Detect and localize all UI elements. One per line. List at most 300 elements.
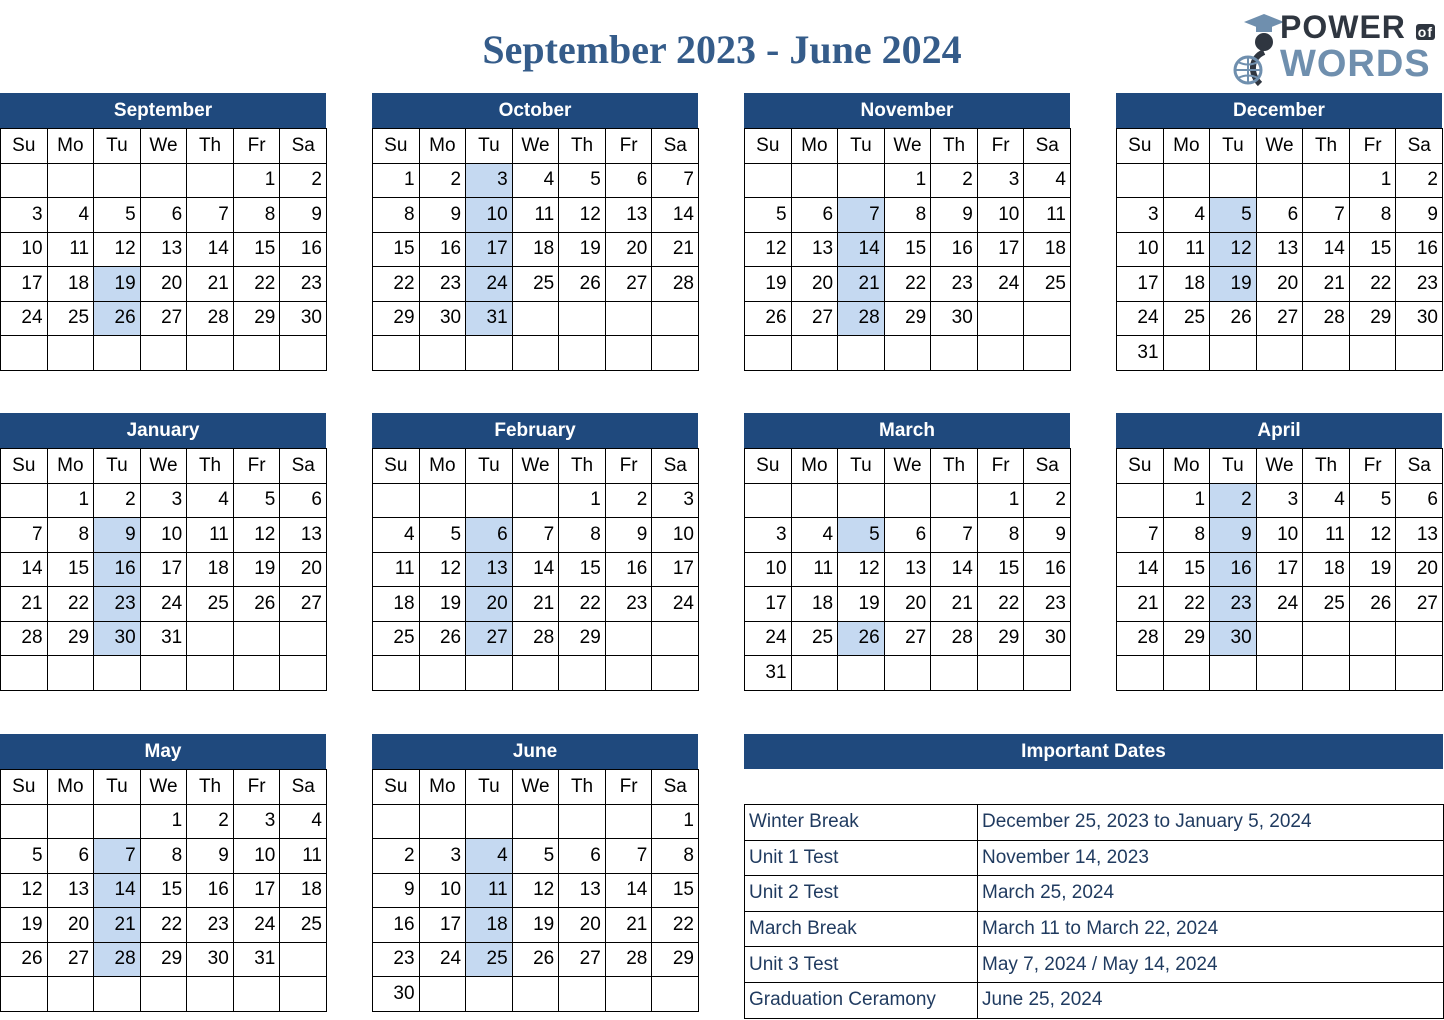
day-cell: 17 xyxy=(1256,552,1303,587)
empty-cell xyxy=(140,163,187,198)
weekday-label: Fr xyxy=(605,449,652,484)
week-row xyxy=(1,587,327,622)
weekday-label: Tu xyxy=(94,770,141,805)
empty-cell xyxy=(1117,483,1164,518)
week-row xyxy=(1,804,327,839)
day-cell: 12 xyxy=(233,518,280,553)
weekday-label: Fr xyxy=(605,129,652,164)
day-cell: 21 xyxy=(838,267,885,302)
day-cell: 17 xyxy=(977,232,1024,267)
week-row xyxy=(373,839,699,874)
weekday-label: We xyxy=(1256,449,1303,484)
day-cell: 14 xyxy=(1,552,48,587)
weekday-label: Fr xyxy=(233,770,280,805)
month-header: April xyxy=(1116,413,1442,448)
day-cell: 23 xyxy=(280,267,327,302)
empty-cell xyxy=(94,977,141,1012)
day-cell: 28 xyxy=(931,621,978,656)
empty-cell xyxy=(1117,656,1164,691)
day-cell: 15 xyxy=(977,552,1024,587)
week-row xyxy=(1117,198,1443,233)
day-cell: 15 xyxy=(140,873,187,908)
day-cell: 10 xyxy=(1117,232,1164,267)
empty-cell xyxy=(977,336,1024,371)
weekday-label: Su xyxy=(745,129,792,164)
day-cell: 8 xyxy=(559,518,606,553)
day-cell: 12 xyxy=(745,232,792,267)
week-row xyxy=(1,656,327,691)
week-row xyxy=(745,552,1071,587)
day-cell: 24 xyxy=(652,587,699,622)
day-cell: 15 xyxy=(652,873,699,908)
empty-cell xyxy=(187,163,234,198)
weekday-label: Tu xyxy=(838,449,885,484)
empty-cell xyxy=(977,656,1024,691)
day-cell: 6 xyxy=(605,163,652,198)
day-cell: 2 xyxy=(280,163,327,198)
weekday-label: Fr xyxy=(233,129,280,164)
day-cell: 2 xyxy=(94,483,141,518)
day-cell: 8 xyxy=(1163,518,1210,553)
day-cell: 8 xyxy=(47,518,94,553)
day-cell: 16 xyxy=(419,232,466,267)
empty-cell xyxy=(652,977,699,1012)
day-cell: 24 xyxy=(419,942,466,977)
weekday-label: Sa xyxy=(652,449,699,484)
month-grid xyxy=(1116,448,1443,691)
day-cell: 27 xyxy=(280,587,327,622)
day-cell: 25 xyxy=(512,267,559,302)
week-row xyxy=(1117,518,1443,553)
empty-cell xyxy=(838,483,885,518)
week-row xyxy=(745,336,1071,371)
day-cell: 1 xyxy=(884,163,931,198)
week-row xyxy=(373,552,699,587)
day-cell: 15 xyxy=(559,552,606,587)
day-cell: 9 xyxy=(605,518,652,553)
day-cell: 22 xyxy=(977,587,1024,622)
day-cell: 25 xyxy=(1163,301,1210,336)
empty-cell xyxy=(140,656,187,691)
empty-cell xyxy=(140,336,187,371)
day-cell: 16 xyxy=(94,552,141,587)
day-cell: 7 xyxy=(94,839,141,874)
day-cell: 24 xyxy=(1,301,48,336)
day-cell: 6 xyxy=(466,518,513,553)
weekday-label: Mo xyxy=(47,449,94,484)
weekday-row xyxy=(1,449,327,484)
day-cell: 12 xyxy=(1,873,48,908)
day-cell: 10 xyxy=(419,873,466,908)
day-cell: 19 xyxy=(1210,267,1257,302)
day-cell: 19 xyxy=(419,587,466,622)
day-cell: 5 xyxy=(1349,483,1396,518)
empty-cell xyxy=(419,336,466,371)
day-cell: 29 xyxy=(1163,621,1210,656)
week-row xyxy=(1117,552,1443,587)
empty-cell xyxy=(1256,621,1303,656)
day-cell: 29 xyxy=(652,942,699,977)
day-cell: 29 xyxy=(1349,301,1396,336)
day-cell: 22 xyxy=(140,908,187,943)
week-row xyxy=(373,656,699,691)
day-cell: 29 xyxy=(373,301,420,336)
week-row xyxy=(373,198,699,233)
empty-cell xyxy=(652,336,699,371)
day-cell: 4 xyxy=(373,518,420,553)
day-cell: 15 xyxy=(884,232,931,267)
day-cell: 18 xyxy=(1024,232,1071,267)
day-cell: 30 xyxy=(1396,301,1443,336)
empty-cell xyxy=(466,977,513,1012)
day-cell: 4 xyxy=(512,163,559,198)
day-cell: 3 xyxy=(977,163,1024,198)
day-cell: 17 xyxy=(1,267,48,302)
weekday-label: Su xyxy=(1,129,48,164)
day-cell: 31 xyxy=(745,656,792,691)
day-cell: 30 xyxy=(931,301,978,336)
day-cell: 18 xyxy=(1163,267,1210,302)
week-row xyxy=(373,587,699,622)
weekday-label: Tu xyxy=(94,449,141,484)
day-cell: 16 xyxy=(187,873,234,908)
week-row xyxy=(745,518,1071,553)
day-cell: 24 xyxy=(466,267,513,302)
day-cell: 14 xyxy=(94,873,141,908)
day-cell: 15 xyxy=(47,552,94,587)
day-cell: 25 xyxy=(791,621,838,656)
week-row xyxy=(1,163,327,198)
day-cell: 16 xyxy=(1024,552,1071,587)
day-cell: 31 xyxy=(1117,336,1164,371)
empty-cell xyxy=(1163,336,1210,371)
day-cell: 2 xyxy=(187,804,234,839)
empty-cell xyxy=(280,621,327,656)
weekday-label: Tu xyxy=(94,129,141,164)
weekday-row xyxy=(1117,129,1443,164)
day-cell: 6 xyxy=(791,198,838,233)
empty-cell xyxy=(512,977,559,1012)
empty-cell xyxy=(187,656,234,691)
day-cell: 18 xyxy=(466,908,513,943)
day-cell: 2 xyxy=(419,163,466,198)
weekday-label: Th xyxy=(187,770,234,805)
empty-cell xyxy=(1117,163,1164,198)
month-grid xyxy=(0,769,327,1012)
day-cell: 30 xyxy=(187,942,234,977)
day-cell: 27 xyxy=(1256,301,1303,336)
day-cell: 25 xyxy=(187,587,234,622)
day-cell: 26 xyxy=(512,942,559,977)
day-cell: 16 xyxy=(605,552,652,587)
day-cell: 8 xyxy=(884,198,931,233)
day-cell: 26 xyxy=(559,267,606,302)
day-cell: 27 xyxy=(47,942,94,977)
day-cell: 4 xyxy=(280,804,327,839)
day-cell: 6 xyxy=(884,518,931,553)
empty-cell xyxy=(977,301,1024,336)
empty-cell xyxy=(47,336,94,371)
empty-cell xyxy=(559,977,606,1012)
day-cell: 3 xyxy=(140,483,187,518)
month-april xyxy=(1116,413,1442,691)
weekday-label: Tu xyxy=(466,449,513,484)
event-label: Unit 3 Test xyxy=(745,947,978,983)
day-cell: 4 xyxy=(1024,163,1071,198)
weekday-label: Sa xyxy=(280,449,327,484)
day-cell: 26 xyxy=(745,301,792,336)
day-cell: 23 xyxy=(1210,587,1257,622)
day-cell: 16 xyxy=(1210,552,1257,587)
day-cell: 26 xyxy=(1349,587,1396,622)
month-header: September xyxy=(0,93,326,128)
day-cell: 19 xyxy=(838,587,885,622)
empty-cell xyxy=(280,336,327,371)
month-grid xyxy=(0,128,327,371)
weekday-label: Tu xyxy=(1210,129,1257,164)
day-cell: 13 xyxy=(884,552,931,587)
day-cell: 9 xyxy=(419,198,466,233)
empty-cell xyxy=(1349,656,1396,691)
weekday-label: We xyxy=(140,449,187,484)
empty-cell xyxy=(559,301,606,336)
empty-cell xyxy=(652,301,699,336)
week-row xyxy=(1117,483,1443,518)
important-dates-table xyxy=(744,804,1444,1019)
day-cell: 3 xyxy=(1,198,48,233)
weekday-row xyxy=(745,449,1071,484)
empty-cell xyxy=(884,656,931,691)
month-grid xyxy=(372,128,699,371)
week-row xyxy=(1,908,327,943)
day-cell: 5 xyxy=(512,839,559,874)
day-cell: 17 xyxy=(652,552,699,587)
day-cell: 21 xyxy=(931,587,978,622)
day-cell: 15 xyxy=(1349,232,1396,267)
empty-cell xyxy=(187,621,234,656)
week-row xyxy=(1,839,327,874)
day-cell: 24 xyxy=(140,587,187,622)
day-cell: 29 xyxy=(559,621,606,656)
weekday-row xyxy=(1117,449,1443,484)
week-row xyxy=(745,656,1071,691)
day-cell: 13 xyxy=(466,552,513,587)
day-cell: 21 xyxy=(605,908,652,943)
day-cell: 9 xyxy=(94,518,141,553)
week-row xyxy=(373,483,699,518)
month-september xyxy=(0,93,326,371)
month-march xyxy=(744,413,1070,691)
day-cell: 4 xyxy=(187,483,234,518)
week-row xyxy=(1117,232,1443,267)
day-cell: 24 xyxy=(977,267,1024,302)
empty-cell xyxy=(466,804,513,839)
empty-cell xyxy=(419,977,466,1012)
day-cell: 28 xyxy=(1117,621,1164,656)
empty-cell xyxy=(1256,656,1303,691)
empty-cell xyxy=(1024,656,1071,691)
empty-cell xyxy=(1,656,48,691)
day-cell: 22 xyxy=(884,267,931,302)
weekday-label: Mo xyxy=(47,129,94,164)
day-cell: 8 xyxy=(1349,198,1396,233)
week-row xyxy=(1,232,327,267)
empty-cell xyxy=(94,163,141,198)
week-row xyxy=(1,942,327,977)
day-cell: 18 xyxy=(47,267,94,302)
day-cell: 5 xyxy=(838,518,885,553)
day-cell: 30 xyxy=(1024,621,1071,656)
day-cell: 29 xyxy=(47,621,94,656)
important-date-row xyxy=(745,982,1444,1018)
day-cell: 11 xyxy=(466,873,513,908)
empty-cell xyxy=(745,336,792,371)
week-row xyxy=(1,336,327,371)
day-cell: 5 xyxy=(233,483,280,518)
empty-cell xyxy=(1163,656,1210,691)
day-cell: 14 xyxy=(512,552,559,587)
empty-cell xyxy=(94,804,141,839)
empty-cell xyxy=(605,804,652,839)
day-cell: 31 xyxy=(466,301,513,336)
day-cell: 15 xyxy=(373,232,420,267)
day-cell: 22 xyxy=(559,587,606,622)
day-cell: 27 xyxy=(1396,587,1443,622)
important-dates-header: Important Dates xyxy=(744,734,1443,769)
week-row xyxy=(1117,587,1443,622)
day-cell: 22 xyxy=(1349,267,1396,302)
day-cell: 23 xyxy=(373,942,420,977)
empty-cell xyxy=(373,336,420,371)
weekday-label: Th xyxy=(559,449,606,484)
weekday-label: Tu xyxy=(1210,449,1257,484)
day-cell: 21 xyxy=(187,267,234,302)
empty-cell xyxy=(140,977,187,1012)
weekday-label: Su xyxy=(1117,449,1164,484)
month-february xyxy=(372,413,698,691)
month-grid xyxy=(744,128,1071,371)
day-cell: 11 xyxy=(373,552,420,587)
day-cell: 2 xyxy=(1396,163,1443,198)
weekday-label: We xyxy=(140,129,187,164)
day-cell: 29 xyxy=(884,301,931,336)
empty-cell xyxy=(280,656,327,691)
empty-cell xyxy=(512,804,559,839)
empty-cell xyxy=(373,656,420,691)
weekday-label: Th xyxy=(559,129,606,164)
weekday-label: Fr xyxy=(605,770,652,805)
day-cell: 1 xyxy=(233,163,280,198)
empty-cell xyxy=(652,656,699,691)
week-row xyxy=(1,977,327,1012)
weekday-label: Sa xyxy=(1024,449,1071,484)
empty-cell xyxy=(1,483,48,518)
empty-cell xyxy=(512,301,559,336)
weekday-label: Tu xyxy=(466,129,513,164)
day-cell: 20 xyxy=(280,552,327,587)
day-cell: 9 xyxy=(1396,198,1443,233)
day-cell: 21 xyxy=(652,232,699,267)
weekday-label: We xyxy=(512,449,559,484)
day-cell: 23 xyxy=(1396,267,1443,302)
day-cell: 16 xyxy=(373,908,420,943)
weekday-row xyxy=(373,770,699,805)
important-date-row xyxy=(745,947,1444,983)
day-cell: 7 xyxy=(1303,198,1350,233)
empty-cell xyxy=(931,336,978,371)
day-cell: 11 xyxy=(187,518,234,553)
day-cell: 21 xyxy=(1117,587,1164,622)
week-row xyxy=(373,232,699,267)
weekday-label: Th xyxy=(187,129,234,164)
empty-cell xyxy=(1,163,48,198)
weekday-label: Th xyxy=(1303,129,1350,164)
weekday-label: Mo xyxy=(419,770,466,805)
empty-cell xyxy=(233,656,280,691)
day-cell: 9 xyxy=(187,839,234,874)
week-row xyxy=(745,232,1071,267)
day-cell: 3 xyxy=(466,163,513,198)
day-cell: 27 xyxy=(559,942,606,977)
day-cell: 22 xyxy=(47,587,94,622)
week-row xyxy=(1,483,327,518)
day-cell: 28 xyxy=(838,301,885,336)
day-cell: 21 xyxy=(512,587,559,622)
day-cell: 31 xyxy=(140,621,187,656)
day-cell: 20 xyxy=(791,267,838,302)
day-cell: 1 xyxy=(977,483,1024,518)
day-cell: 12 xyxy=(559,198,606,233)
day-cell: 17 xyxy=(466,232,513,267)
empty-cell xyxy=(1,336,48,371)
empty-cell xyxy=(466,483,513,518)
event-date: June 25, 2024 xyxy=(978,982,1444,1018)
empty-cell xyxy=(47,804,94,839)
empty-cell xyxy=(466,336,513,371)
empty-cell xyxy=(1349,336,1396,371)
logo-line2: WORDS xyxy=(1280,43,1431,85)
week-row xyxy=(1,552,327,587)
empty-cell xyxy=(1349,621,1396,656)
weekday-label: We xyxy=(884,129,931,164)
day-cell: 14 xyxy=(838,232,885,267)
day-cell: 10 xyxy=(466,198,513,233)
day-cell: 10 xyxy=(977,198,1024,233)
day-cell: 27 xyxy=(605,267,652,302)
empty-cell xyxy=(187,336,234,371)
week-row xyxy=(373,336,699,371)
day-cell: 16 xyxy=(1396,232,1443,267)
day-cell: 12 xyxy=(419,552,466,587)
day-cell: 26 xyxy=(94,301,141,336)
empty-cell xyxy=(559,656,606,691)
day-cell: 28 xyxy=(605,942,652,977)
week-row xyxy=(1,198,327,233)
day-cell: 19 xyxy=(1349,552,1396,587)
empty-cell xyxy=(419,804,466,839)
empty-cell xyxy=(373,483,420,518)
day-cell: 21 xyxy=(1303,267,1350,302)
day-cell: 22 xyxy=(373,267,420,302)
day-cell: 9 xyxy=(373,873,420,908)
day-cell: 3 xyxy=(233,804,280,839)
day-cell: 9 xyxy=(1024,518,1071,553)
week-row xyxy=(373,163,699,198)
week-row xyxy=(745,621,1071,656)
day-cell: 9 xyxy=(1210,518,1257,553)
day-cell: 10 xyxy=(652,518,699,553)
day-cell: 24 xyxy=(233,908,280,943)
